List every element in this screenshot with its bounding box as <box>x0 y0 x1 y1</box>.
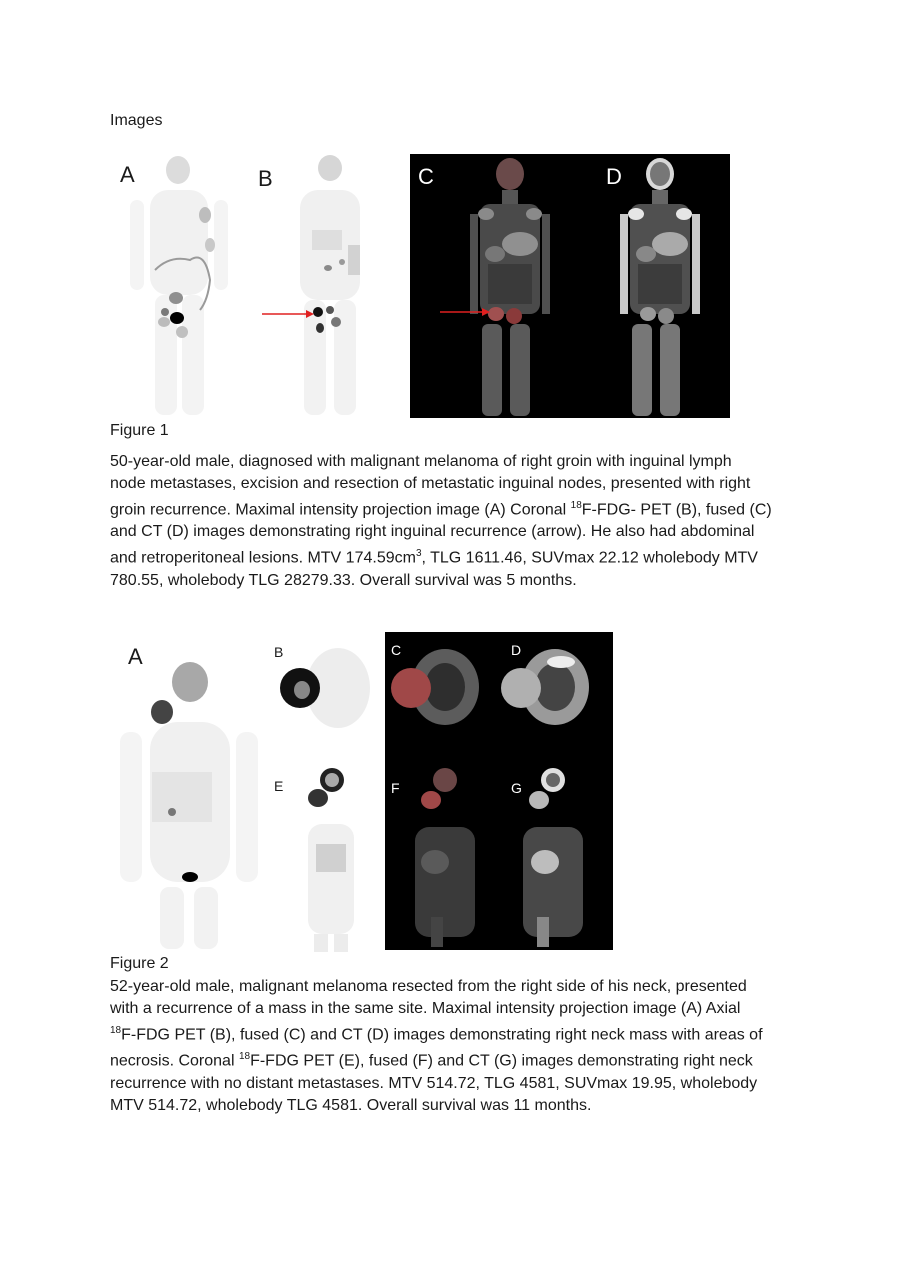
figure-1-images <box>110 150 730 420</box>
fused-and-ct-images <box>385 632 613 950</box>
panel-label-c: C <box>391 642 402 658</box>
caption-line: 780.55, wholebody TLG 28279.33. Overall survival was 5 months. <box>110 571 577 589</box>
panel-label-a: A <box>128 644 143 669</box>
panel-label-b: B <box>258 166 273 191</box>
superscript: 18 <box>570 500 582 511</box>
axial-pet-image <box>268 636 378 740</box>
panel-label-f: F <box>391 780 400 796</box>
figure-2-caption <box>110 976 800 1117</box>
panel-label-a: A <box>120 162 135 187</box>
coronal-pet-image <box>250 150 410 418</box>
caption-line: and retroperitoneal lesions. MTV $174.59cm^3$, TLG 1611.46, SUVmax 22.12 wholebody MTV <box>110 548 758 567</box>
figure-1-label: Figure 1 <box>110 422 169 439</box>
caption-line: 50-year-old male, diagnosed with malignant melanoma of right groin with inguinal lymph <box>110 453 732 470</box>
caption-line: with a recurrence of a mass in the same site. Maximal intensity projection image (A) Axial <box>110 1000 741 1017</box>
panel-label-g: G <box>511 780 522 796</box>
panel-label-b: B <box>274 644 284 660</box>
mip-body-image <box>110 150 250 418</box>
superscript: 18 <box>238 1051 251 1063</box>
fused-body <box>440 158 550 416</box>
superscript: 3 <box>415 548 422 560</box>
fused-and-ct-images <box>410 154 730 418</box>
panel-label-c: C <box>418 164 434 189</box>
figure-1-panel-b <box>250 150 410 418</box>
section-heading: Images <box>110 112 163 129</box>
figure-1-panel-cd <box>410 154 730 418</box>
figure-2-label: Figure 2 <box>110 955 169 972</box>
caption-line: 52-year-old male, malignant melanoma resected from the right side of his neck, presented <box>110 978 747 995</box>
caption-line: node metastases, excision and resection of metastatic inguinal nodes, presented with right <box>110 475 751 492</box>
caption-line: MTV 514.72, wholebody TLG 4581. Overall survival was 11 months. <box>110 1096 592 1114</box>
caption-line: and CT (D) images demonstrating right inguinal recurrence (arrow). He also had abdominal <box>110 523 755 541</box>
figure-2-panel-a <box>110 632 265 950</box>
caption-line: necrosis. Coronal $^{18}$F-FDG PET (E), fused (F) and CT (G) images demonstrating right neck <box>110 1051 753 1070</box>
panel-label-d: D <box>606 164 622 189</box>
mip-body-image <box>110 632 265 950</box>
figure-2-images <box>110 632 615 952</box>
superscript: 18 <box>110 1025 122 1036</box>
figure-1-panel-a <box>110 150 250 418</box>
figure-2-panel-cdfg <box>385 632 613 950</box>
panel-label-d: D <box>511 642 522 658</box>
caption-line: recurrence with no distant metastases. MTV 514.72, TLG 4581, SUVmax 19.95, wholebody <box>110 1074 758 1092</box>
caption-line: groin recurrence. Maximal intensity projection image (A) Coronal $^{18}$F-FDG- PET (B), fused (C) <box>110 500 772 519</box>
panel-label-e: E <box>274 778 284 794</box>
figure-2-panel-e <box>268 764 368 952</box>
caption-line: $^{18}$F-FDG PET (B), fused (C) and CT (D) images demonstrating right neck mass with areas of <box>110 1025 763 1044</box>
figure-2-panel-b <box>268 636 378 740</box>
figure-1-caption <box>110 451 800 592</box>
